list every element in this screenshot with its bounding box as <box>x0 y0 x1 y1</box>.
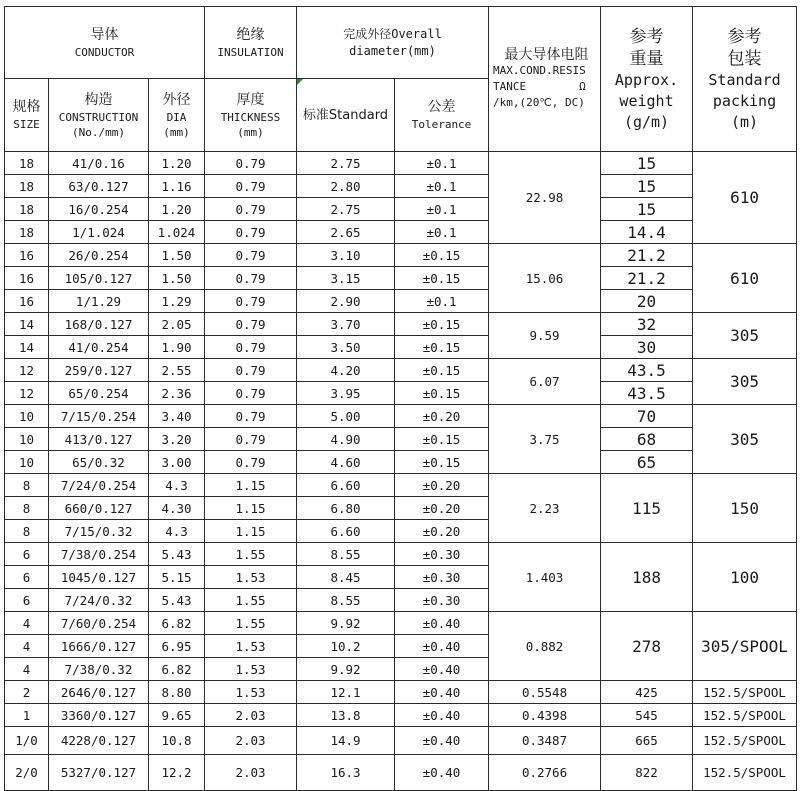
construction-cell: 168/0.127 <box>49 313 149 336</box>
weight-cell: 30 <box>601 336 693 359</box>
dia-cell: 1.20 <box>149 152 205 175</box>
tolerance-cell: ±0.40 <box>395 612 489 635</box>
packing-cell: 150 <box>693 474 797 543</box>
packing-header-en2: packing <box>712 91 777 110</box>
tolerance-cell: ±0.15 <box>395 336 489 359</box>
table-row <box>5 727 797 755</box>
packing-cell: 100 <box>693 543 797 612</box>
construction-cell: 7/24/0.32 <box>49 589 149 612</box>
standard-cell: 2.75 <box>297 152 395 175</box>
standard-cell: 13.8 <box>297 704 395 727</box>
thickness-cell: 1.53 <box>205 681 297 704</box>
thickness-cell: 2.03 <box>205 704 297 727</box>
tolerance-cell: ±0.15 <box>395 451 489 474</box>
construction-cell: 5327/0.127 <box>49 755 149 791</box>
dia-cell: 2.55 <box>149 359 205 382</box>
table-row <box>5 359 797 382</box>
size-cell: 8 <box>5 497 49 520</box>
resistance-cell: 9.59 <box>489 313 601 359</box>
weight-cell: 15 <box>601 152 693 175</box>
tolerance-cell: ±0.40 <box>395 635 489 658</box>
standard-cell: 2.75 <box>297 198 395 221</box>
overall-diameter-header-line2: diameter(mm) <box>349 43 436 58</box>
dia-cell: 1.16 <box>149 175 205 198</box>
size-cell: 10 <box>5 405 49 428</box>
thickness-cell: 2.03 <box>205 755 297 791</box>
standard-cell: 9.92 <box>297 658 395 681</box>
thickness-cell: 1.55 <box>205 612 297 635</box>
weight-cell: 68 <box>601 428 693 451</box>
weight-cell: 20 <box>601 290 693 313</box>
size-cell: 16 <box>5 290 49 313</box>
weight-header <box>601 7 693 152</box>
dia-cell: 6.95 <box>149 635 205 658</box>
conductor-header <box>5 7 205 79</box>
packing-cell: 152.5/SPOOL <box>693 727 797 755</box>
spec-table-body <box>5 152 797 791</box>
thickness-cell: 0.79 <box>205 336 297 359</box>
tolerance-cell: ±0.1 <box>395 152 489 175</box>
dia-cell: 9.65 <box>149 704 205 727</box>
size-cell: 16 <box>5 244 49 267</box>
standard-cell: 3.95 <box>297 382 395 405</box>
tolerance-cell: ±0.15 <box>395 244 489 267</box>
standard-header-label: 标准Standard <box>302 107 389 123</box>
construction-cell: 1045/0.127 <box>49 566 149 589</box>
thickness-cell: 1.53 <box>205 658 297 681</box>
packing-header-en3: (m) <box>730 112 759 131</box>
construction-cell: 1666/0.127 <box>49 635 149 658</box>
table-row <box>5 474 797 497</box>
resistance-cell: 0.882 <box>489 612 601 681</box>
thickness-cell: 1.55 <box>205 543 297 566</box>
standard-cell: 8.55 <box>297 589 395 612</box>
tolerance-cell: ±0.30 <box>395 543 489 566</box>
dia-header-unit: (mm) <box>163 125 190 139</box>
size-cell: 4 <box>5 612 49 635</box>
thickness-cell: 0.79 <box>205 359 297 382</box>
thickness-cell: 0.79 <box>205 382 297 405</box>
packing-header <box>693 7 797 152</box>
tolerance-cell: ±0.40 <box>395 681 489 704</box>
resistance-cell: 15.06 <box>489 244 601 313</box>
insulation-header-cn: 绝缘 <box>236 26 265 43</box>
weight-cell: 21.2 <box>601 267 693 290</box>
thickness-cell: 0.79 <box>205 313 297 336</box>
construction-cell: 7/15/0.254 <box>49 405 149 428</box>
size-cell: 4 <box>5 635 49 658</box>
spec-table-wrapper <box>4 6 797 791</box>
resistance-cell: 3.75 <box>489 405 601 474</box>
packing-cell: 305 <box>693 359 797 405</box>
packing-cell: 305/SPOOL <box>693 612 797 681</box>
resistance-cell: 6.07 <box>489 359 601 405</box>
standard-cell: 12.1 <box>297 681 395 704</box>
table-row <box>5 221 797 244</box>
standard-cell: 6.60 <box>297 474 395 497</box>
size-cell: 2 <box>5 681 49 704</box>
table-row <box>5 336 797 359</box>
construction-cell: 63/0.127 <box>49 175 149 198</box>
size-cell: 10 <box>5 428 49 451</box>
table-row <box>5 267 797 290</box>
resistance-header-line3: /km,(20℃, DC) <box>493 96 585 109</box>
thickness-cell: 0.79 <box>205 198 297 221</box>
table-row <box>5 175 797 198</box>
tolerance-header-en: Tolerance <box>411 118 472 131</box>
standard-cell: 2.65 <box>297 221 395 244</box>
dia-cell: 5.43 <box>149 589 205 612</box>
dia-cell: 1.50 <box>149 244 205 267</box>
tolerance-cell: ±0.15 <box>395 382 489 405</box>
size-header-en: SIZE <box>13 118 40 131</box>
thickness-cell: 1.53 <box>205 635 297 658</box>
weight-cell: 70 <box>601 405 693 428</box>
standard-cell: 3.50 <box>297 336 395 359</box>
construction-cell: 65/0.32 <box>49 451 149 474</box>
resistance-cell: 22.98 <box>489 152 601 244</box>
weight-cell: 822 <box>601 755 693 791</box>
dia-cell: 3.00 <box>149 451 205 474</box>
dia-header <box>149 79 205 152</box>
dia-cell: 1.024 <box>149 221 205 244</box>
weight-cell: 43.5 <box>601 359 693 382</box>
dia-cell: 2.05 <box>149 313 205 336</box>
thickness-cell: 0.79 <box>205 267 297 290</box>
size-cell: 10 <box>5 451 49 474</box>
conductor-header-en: CONDUCTOR <box>74 45 135 59</box>
table-row <box>5 704 797 727</box>
size-cell: 6 <box>5 543 49 566</box>
size-header <box>5 79 49 152</box>
tolerance-cell: ±0.30 <box>395 589 489 612</box>
tolerance-cell: ±0.1 <box>395 221 489 244</box>
dia-cell: 5.43 <box>149 543 205 566</box>
table-row <box>5 681 797 704</box>
standard-cell: 3.15 <box>297 267 395 290</box>
standard-cell: 8.55 <box>297 543 395 566</box>
table-row <box>5 313 797 336</box>
weight-cell: 65 <box>601 451 693 474</box>
size-cell: 6 <box>5 589 49 612</box>
resistance-cell: 0.3487 <box>489 727 601 755</box>
construction-cell: 16/0.254 <box>49 198 149 221</box>
tolerance-cell: ±0.15 <box>395 359 489 382</box>
size-cell: 14 <box>5 336 49 359</box>
weight-cell: 15 <box>601 175 693 198</box>
packing-cell: 152.5/SPOOL <box>693 755 797 791</box>
tolerance-cell: ±0.20 <box>395 497 489 520</box>
resistance-cell: 2.23 <box>489 474 601 543</box>
standard-cell: 4.20 <box>297 359 395 382</box>
dia-cell: 1.20 <box>149 198 205 221</box>
weight-cell: 278 <box>601 612 693 681</box>
standard-cell: 3.70 <box>297 313 395 336</box>
standard-cell: 16.3 <box>297 755 395 791</box>
tolerance-cell: ±0.15 <box>395 267 489 290</box>
cell-marker-icon <box>297 79 303 85</box>
construction-cell: 7/38/0.254 <box>49 543 149 566</box>
dia-cell: 3.40 <box>149 405 205 428</box>
thickness-cell: 1.15 <box>205 497 297 520</box>
standard-cell: 4.90 <box>297 428 395 451</box>
weight-header-en1: Approx. <box>614 70 679 89</box>
thickness-cell: 1.53 <box>205 566 297 589</box>
conductor-header-cn: 导体 <box>90 26 119 43</box>
thickness-header-en: THICKNESS <box>220 110 281 124</box>
thickness-cell: 0.79 <box>205 221 297 244</box>
table-row <box>5 428 797 451</box>
thickness-cell: 1.55 <box>205 589 297 612</box>
table-row <box>5 451 797 474</box>
construction-cell: 1/1.024 <box>49 221 149 244</box>
size-cell: 2/0 <box>5 755 49 791</box>
standard-cell: 14.9 <box>297 727 395 755</box>
standard-cell: 3.10 <box>297 244 395 267</box>
weight-cell: 665 <box>601 727 693 755</box>
standard-cell: 2.90 <box>297 290 395 313</box>
construction-cell: 660/0.127 <box>49 497 149 520</box>
table-row <box>5 198 797 221</box>
standard-cell: 9.92 <box>297 612 395 635</box>
thickness-cell: 0.79 <box>205 451 297 474</box>
insulation-header <box>205 7 297 79</box>
size-cell: 18 <box>5 152 49 175</box>
thickness-cell: 0.79 <box>205 175 297 198</box>
size-header-cn: 规格 <box>12 99 41 115</box>
construction-header <box>49 79 149 152</box>
dia-cell: 8.80 <box>149 681 205 704</box>
dia-header-en: DIA <box>166 110 187 124</box>
overall-diameter-header-line1: 完成外径Overall <box>343 26 442 41</box>
thickness-header-cn: 厚度 <box>236 91 265 108</box>
thickness-header <box>205 79 297 152</box>
size-cell: 1 <box>5 704 49 727</box>
weight-cell: 14.4 <box>601 221 693 244</box>
size-cell: 14 <box>5 313 49 336</box>
tolerance-header-cn: 公差 <box>427 99 456 115</box>
table-row <box>5 244 797 267</box>
tolerance-cell: ±0.20 <box>395 520 489 543</box>
construction-cell: 7/15/0.32 <box>49 520 149 543</box>
dia-header-cn: 外径 <box>162 91 191 108</box>
construction-cell: 413/0.127 <box>49 428 149 451</box>
packing-cell: 305 <box>693 313 797 359</box>
weight-header-en2: weight <box>619 91 674 110</box>
weight-header-en3: (g/m) <box>623 112 670 131</box>
dia-cell: 4.30 <box>149 497 205 520</box>
standard-cell: 10.2 <box>297 635 395 658</box>
resistance-cell: 0.4398 <box>489 704 601 727</box>
size-cell: 12 <box>5 359 49 382</box>
table-row <box>5 612 797 635</box>
construction-cell: 41/0.254 <box>49 336 149 359</box>
resistance-header <box>489 7 601 152</box>
packing-cell: 305 <box>693 405 797 474</box>
resistance-cell: 0.2766 <box>489 755 601 791</box>
cable-spec-table <box>4 6 797 791</box>
weight-cell: 15 <box>601 198 693 221</box>
table-row <box>5 382 797 405</box>
standard-header <box>297 79 395 152</box>
packing-cell: 152.5/SPOOL <box>693 704 797 727</box>
resistance-header-cn: 最大导体电阻 <box>504 47 589 63</box>
construction-cell: 259/0.127 <box>49 359 149 382</box>
standard-cell: 8.45 <box>297 566 395 589</box>
dia-cell: 1.90 <box>149 336 205 359</box>
dia-cell: 6.82 <box>149 612 205 635</box>
resistance-cell: 0.5548 <box>489 681 601 704</box>
tolerance-cell: ±0.40 <box>395 727 489 755</box>
size-cell: 18 <box>5 175 49 198</box>
standard-cell: 4.60 <box>297 451 395 474</box>
thickness-cell: 1.15 <box>205 520 297 543</box>
thickness-cell: 0.79 <box>205 290 297 313</box>
packing-cell: 610 <box>693 152 797 244</box>
tolerance-cell: ±0.40 <box>395 658 489 681</box>
tolerance-cell: ±0.30 <box>395 566 489 589</box>
thickness-cell: 2.03 <box>205 727 297 755</box>
tolerance-cell: ±0.20 <box>395 405 489 428</box>
tolerance-cell: ±0.1 <box>395 175 489 198</box>
construction-cell: 2646/0.127 <box>49 681 149 704</box>
size-cell: 8 <box>5 520 49 543</box>
table-row <box>5 405 797 428</box>
thickness-header-unit: (mm) <box>237 125 264 139</box>
dia-cell: 6.82 <box>149 658 205 681</box>
size-cell: 1/0 <box>5 727 49 755</box>
table-row <box>5 543 797 566</box>
construction-header-cn: 构造 <box>84 91 113 108</box>
tolerance-cell: ±0.40 <box>395 755 489 791</box>
construction-cell: 1/1.29 <box>49 290 149 313</box>
weight-cell: 32 <box>601 313 693 336</box>
construction-cell: 7/24/0.254 <box>49 474 149 497</box>
weight-cell: 115 <box>601 474 693 543</box>
table-row <box>5 290 797 313</box>
overall-diameter-header <box>297 7 489 79</box>
size-cell: 6 <box>5 566 49 589</box>
tolerance-cell: ±0.1 <box>395 290 489 313</box>
resistance-header-line1: MAX.COND.RESIS <box>493 64 586 77</box>
dia-cell: 10.8 <box>149 727 205 755</box>
standard-cell: 2.80 <box>297 175 395 198</box>
dia-cell: 4.3 <box>149 520 205 543</box>
resistance-cell: 1.403 <box>489 543 601 612</box>
thickness-cell: 0.79 <box>205 244 297 267</box>
construction-header-unit: (No./mm) <box>72 125 125 139</box>
construction-cell: 41/0.16 <box>49 152 149 175</box>
weight-header-cn: 参考重量 <box>629 26 664 69</box>
weight-cell: 545 <box>601 704 693 727</box>
tolerance-cell: ±0.40 <box>395 704 489 727</box>
size-cell: 18 <box>5 198 49 221</box>
dia-cell: 1.50 <box>149 267 205 290</box>
thickness-cell: 1.15 <box>205 474 297 497</box>
table-row <box>5 755 797 791</box>
standard-cell: 6.60 <box>297 520 395 543</box>
packing-header-cn: 参考包装 <box>727 26 762 69</box>
construction-cell: 4228/0.127 <box>49 727 149 755</box>
construction-header-en: CONSTRUCTION <box>58 110 139 124</box>
construction-cell: 105/0.127 <box>49 267 149 290</box>
tolerance-cell: ±0.15 <box>395 313 489 336</box>
size-cell: 16 <box>5 267 49 290</box>
resistance-header-line2: TANCE Ω <box>493 80 586 93</box>
insulation-header-en: INSULATION <box>217 45 284 59</box>
dia-cell: 4.3 <box>149 474 205 497</box>
tolerance-cell: ±0.15 <box>395 428 489 451</box>
thickness-cell: 0.79 <box>205 152 297 175</box>
weight-cell: 425 <box>601 681 693 704</box>
table-row <box>5 152 797 175</box>
dia-cell: 5.15 <box>149 566 205 589</box>
tolerance-cell: ±0.20 <box>395 474 489 497</box>
packing-header-en1: Standard <box>708 70 781 89</box>
construction-cell: 65/0.254 <box>49 382 149 405</box>
construction-cell: 26/0.254 <box>49 244 149 267</box>
construction-cell: 7/60/0.254 <box>49 612 149 635</box>
tolerance-cell: ±0.1 <box>395 198 489 221</box>
dia-cell: 3.20 <box>149 428 205 451</box>
packing-cell: 152.5/SPOOL <box>693 681 797 704</box>
dia-cell: 12.2 <box>149 755 205 791</box>
dia-cell: 2.36 <box>149 382 205 405</box>
weight-cell: 43.5 <box>601 382 693 405</box>
weight-cell: 188 <box>601 543 693 612</box>
construction-cell: 7/38/0.32 <box>49 658 149 681</box>
weight-cell: 21.2 <box>601 244 693 267</box>
size-cell: 4 <box>5 658 49 681</box>
thickness-cell: 0.79 <box>205 428 297 451</box>
size-cell: 8 <box>5 474 49 497</box>
thickness-cell: 0.79 <box>205 405 297 428</box>
construction-cell: 3360/0.127 <box>49 704 149 727</box>
size-cell: 18 <box>5 221 49 244</box>
packing-cell: 610 <box>693 244 797 313</box>
size-cell: 12 <box>5 382 49 405</box>
standard-cell: 6.80 <box>297 497 395 520</box>
tolerance-header <box>395 79 489 152</box>
standard-cell: 5.00 <box>297 405 395 428</box>
dia-cell: 1.29 <box>149 290 205 313</box>
